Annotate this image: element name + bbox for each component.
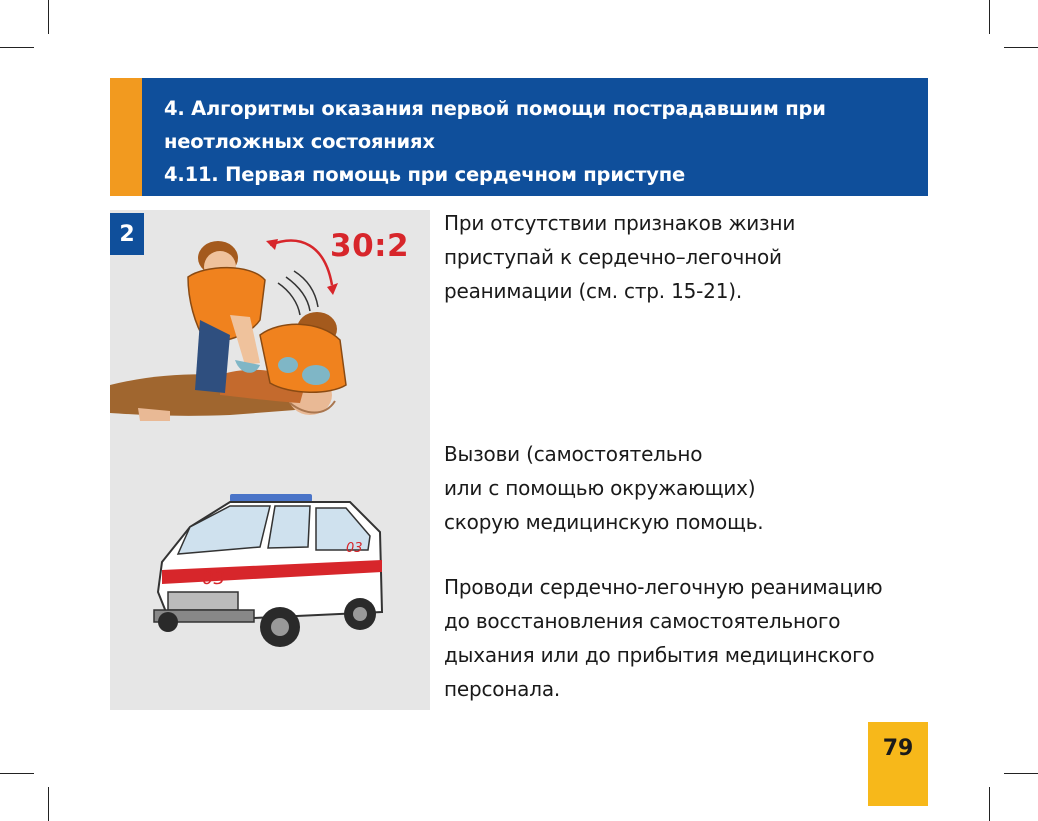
text-line: При отсутствии признаков жизни [444, 211, 796, 235]
motion-arc-icon [270, 241, 332, 285]
text-line: до восстановления самостоятельного [444, 609, 841, 633]
instruction-paragraph-1 [444, 206, 795, 308]
crop-mark-bottom-right-h [1004, 773, 1038, 774]
text-line: приступай к сердечно–легочной [444, 245, 782, 269]
crop-mark-bottom-left-h [0, 773, 34, 774]
ambulance-number-side: 03 [346, 541, 363, 556]
header-title [164, 92, 908, 191]
ambulance-light-bar [230, 494, 312, 502]
instruction-paragraph-3 [444, 570, 882, 706]
arrow-head-left-icon [266, 239, 278, 250]
page-number: 79 [868, 722, 928, 806]
text-line: или с помощью окружающих) [444, 476, 756, 500]
text-line: скорую медицинскую помощь. [444, 510, 764, 534]
header-line-3: 4.11. Первая помощь при сердечном приступе [164, 163, 686, 186]
radiator-grille [168, 592, 238, 610]
rescuer-compressions [188, 241, 265, 393]
text-line: дыхания или до прибытия медицинского [444, 643, 875, 667]
text-line: реанимации (см. стр. 15-21). [444, 279, 742, 303]
ambulance-illustration [150, 492, 390, 662]
header-accent-bar [110, 78, 142, 196]
crop-mark-bottom-left-v [48, 787, 49, 821]
crop-mark-top-right-v [989, 0, 990, 34]
crop-mark-top-left-h [0, 47, 34, 48]
text-line: Вызови (самостоятельно [444, 442, 703, 466]
step-number-badge: 2 [110, 213, 144, 255]
ambulance-number-front: 03 [202, 568, 225, 589]
header-line-2: неотложных состояниях [164, 130, 435, 153]
section-header [110, 78, 928, 196]
header-line-1: 4. Алгоритмы оказания первой помощи пострадавшим при [164, 97, 826, 120]
compression-ratio: 30:2 [330, 228, 410, 264]
windshield [178, 506, 270, 554]
crop-mark-top-left-v [48, 0, 49, 34]
crop-mark-bottom-right-v [989, 787, 990, 821]
rescuer-ventilation [260, 312, 346, 392]
text-line: Проводи сердечно-легочную реанимацию [444, 575, 883, 599]
instruction-paragraph-2 [444, 437, 763, 539]
crop-mark-top-right-h [1004, 47, 1038, 48]
text-line: персонала. [444, 677, 561, 701]
